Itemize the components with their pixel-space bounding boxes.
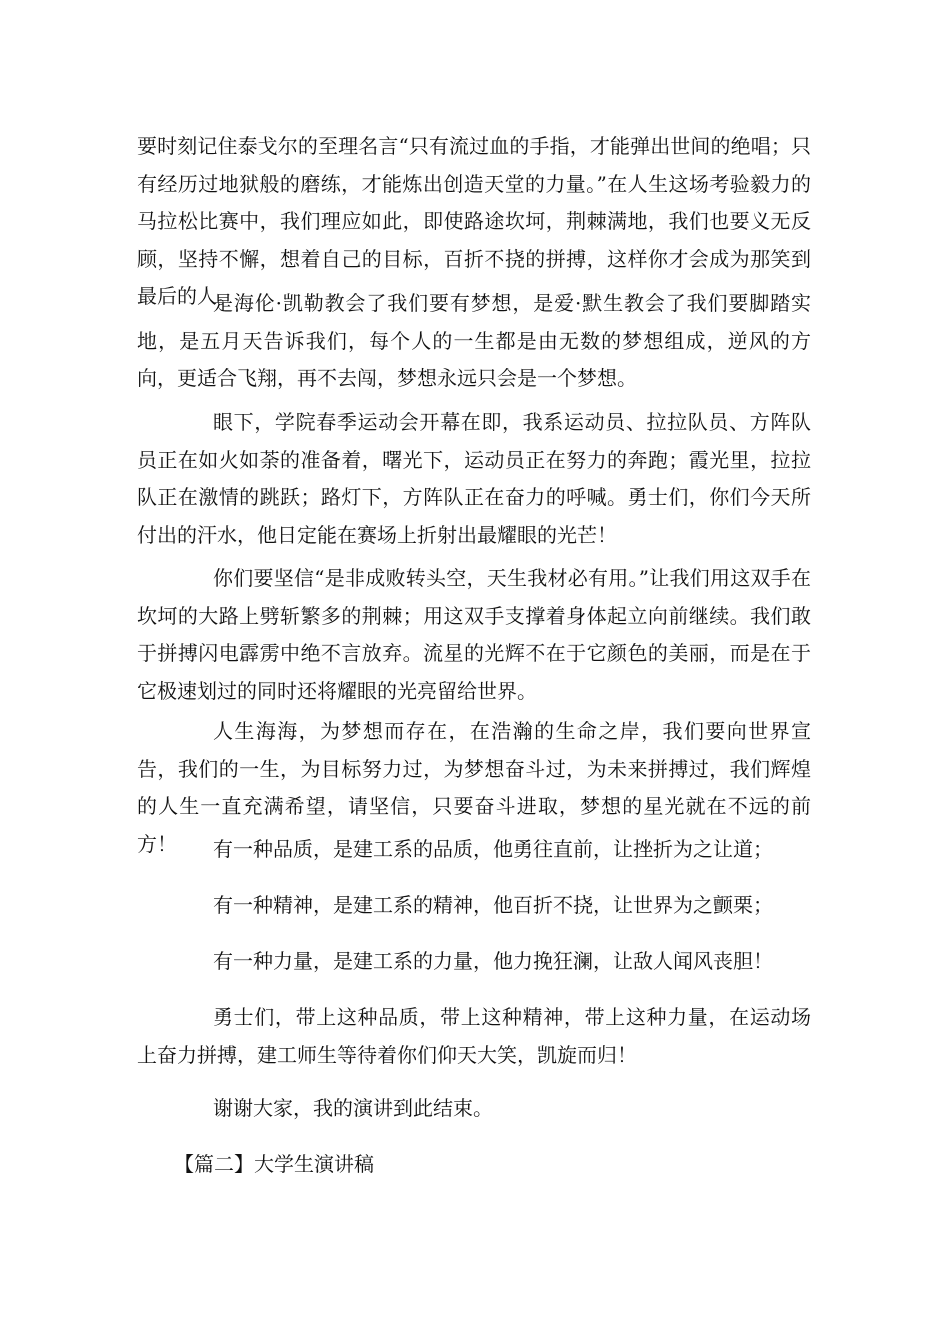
paragraph-7: 有一种精神，是建工系的精神，他百折不挠，让世界为之颤栗； [213, 893, 773, 917]
paragraph-1: 要时刻记住泰戈尔的至理名言“只有流过血的手指，才能弹出世间的绝唱；只有经历过地狱般的磨练，才能炼出创造天堂的力量。”在人生这场考验毅力的马拉松比赛中，我们理应如此，即使路途坎坷，荆棘满地，我们也要义无反顾，坚持不懈，想着自己的目标，百折不挠的拼搏，这样你才会成为那笑到最后的人。 [137, 134, 811, 308]
section-heading: 【篇二】大学生演讲稿 [174, 1152, 374, 1176]
paragraph-3: 眼下，学院春季运动会开幕在即，我系运动员、拉拉队员、方阵队员正在如火如荼的准备着，曙光下，运动员正在努力的奔跑；霞光里，拉拉队正在激情的跳跃；路灯下，方阵队正在奋力的呼喊。勇士们，你们今天所付出的汗水，他日定能在赛场上折射出最耀眼的光芒！ [137, 410, 811, 547]
paragraph-9: 勇士们，带上这种品质，带上这种精神，带上这种力量，在运动场上奋力拼搏，建工师生等待着你们仰天大笑，凯旋而归！ [137, 1005, 811, 1067]
paragraph-2: 是海伦·凯勒教会了我们要有梦想，是爱·默生教会了我们要脚踏实地，是五月天告诉我们，每个人的一生都是由无数的梦想组成，逆风的方向，更适合飞翔，再不去闯，梦想永远只会是一个梦想。 [137, 291, 811, 390]
paragraph-6: 有一种品质，是建工系的品质，他勇往直前，让挫折为之让道； [213, 837, 773, 861]
paragraph-5: 人生海海，为梦想而存在，在浩瀚的生命之岸，我们要向世界宣告，我们的一生，为目标努力过，为梦想奋斗过，为未来拼搏过，我们辉煌的人生一直充满希望，请坚信，只要奋斗进取，梦想的星光就在不远的前方！ [137, 719, 811, 856]
paragraph-8: 有一种力量，是建工系的力量，他力挽狂澜，让敌人闻风丧胆！ [213, 949, 773, 973]
paragraph-4: 你们要坚信“是非成败转头空，天生我材必有用。”让我们用这双手在坎坷的大路上劈斩繁多的荆棘；用这双手支撑着身体起立向前继续。我们敢于拼搏闪电霹雳中绝不言放弃。流星的光辉不在于它颜色的美丽，而是在于它极速划过的同时还将耀眼的光亮留给世界。 [137, 566, 811, 703]
paragraph-10: 谢谢大家，我的演讲到此结束。 [213, 1096, 493, 1120]
